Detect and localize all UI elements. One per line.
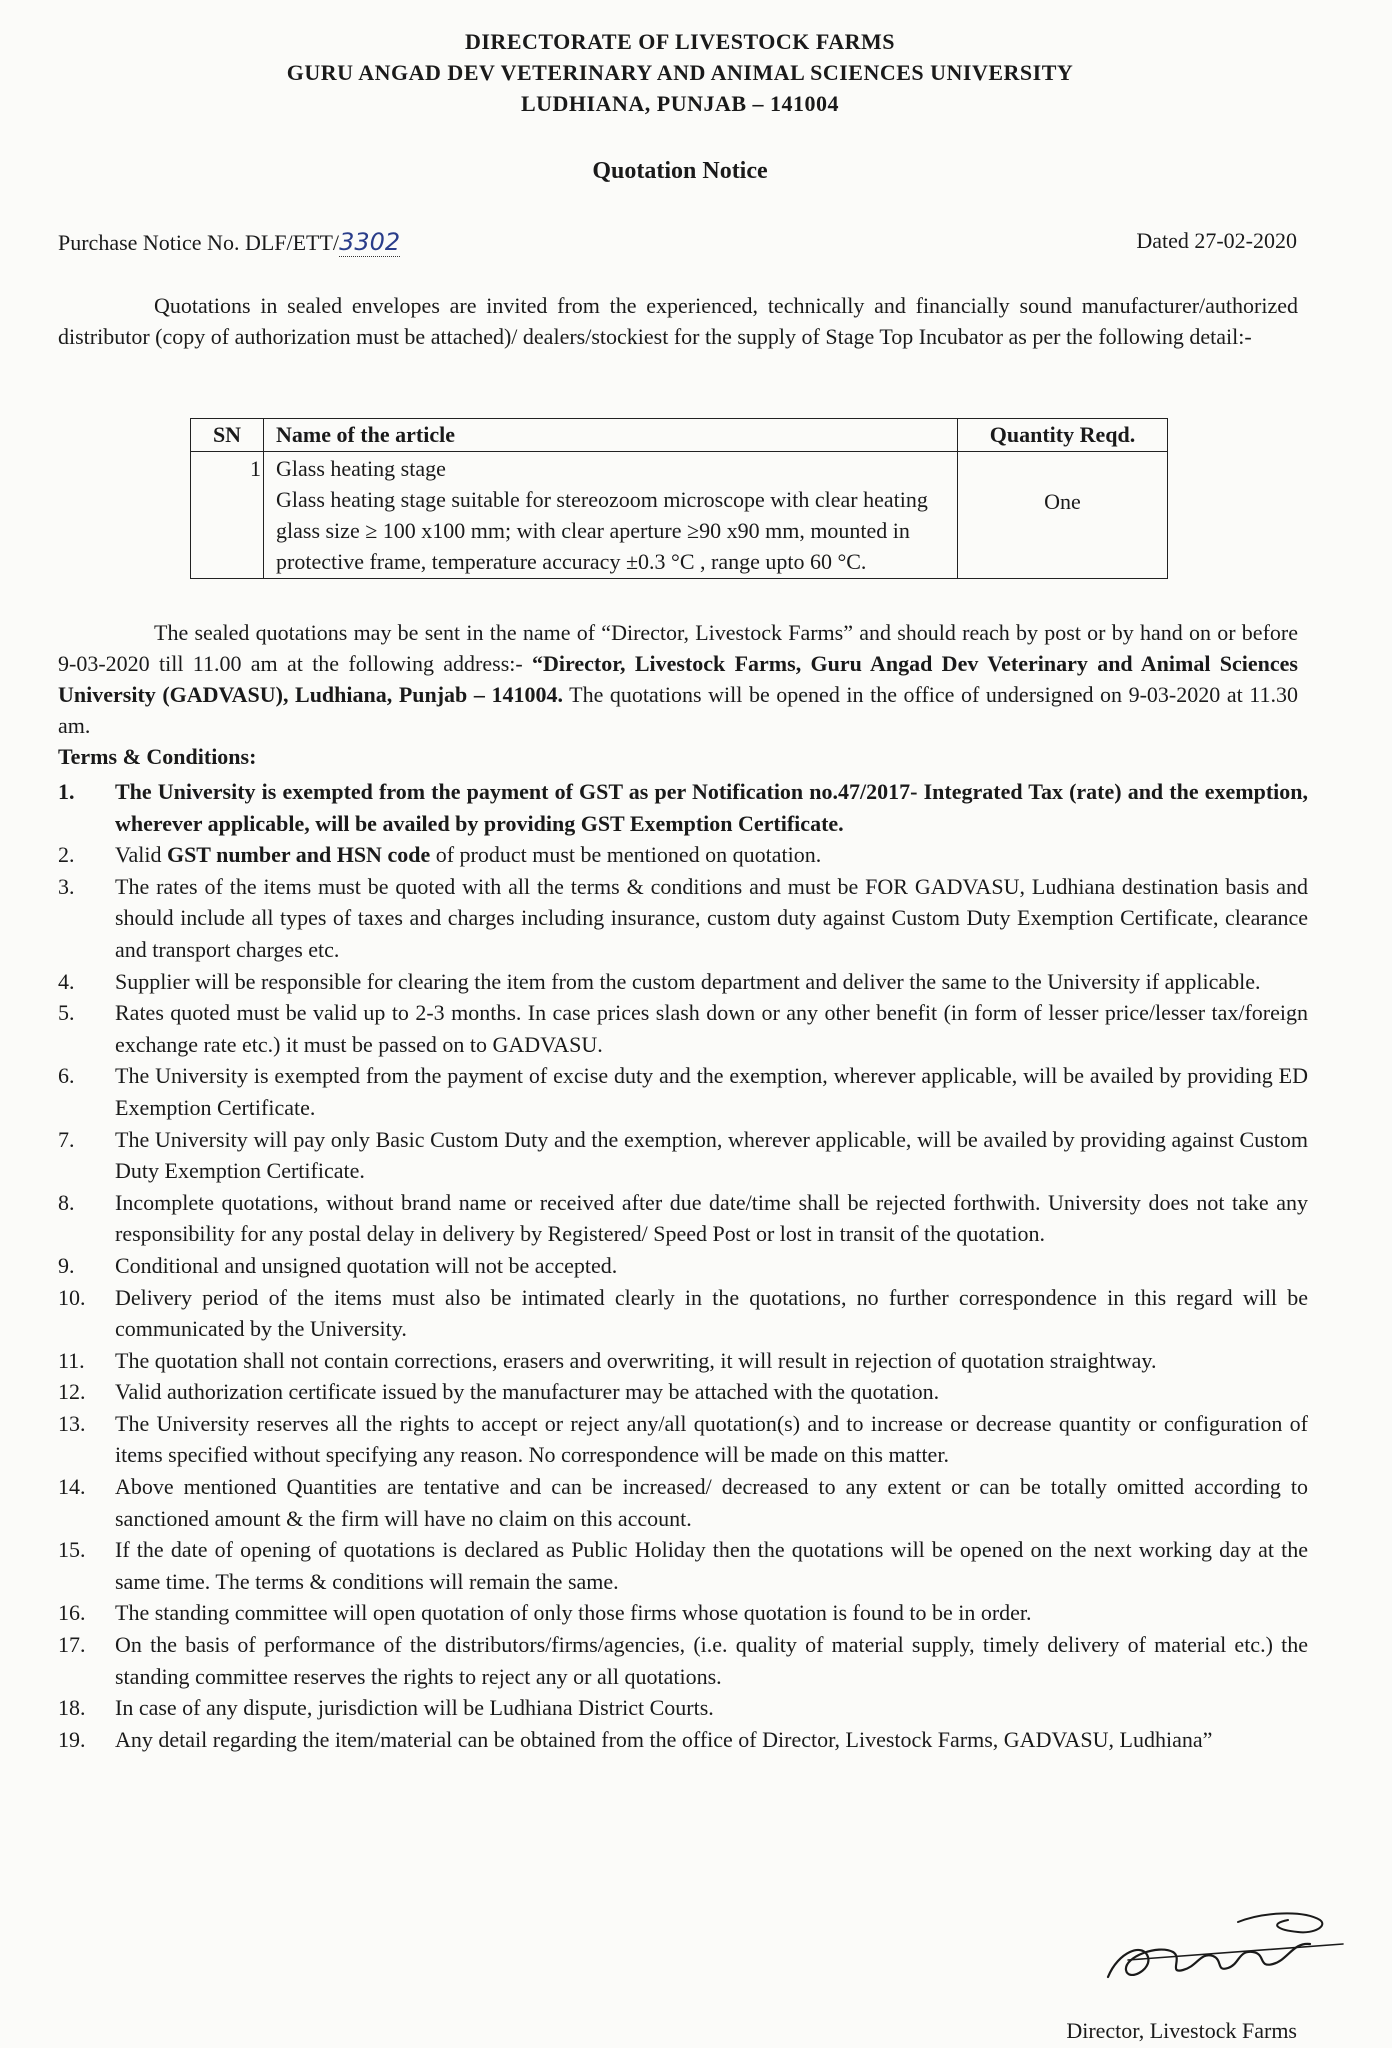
list-item — [58, 776, 1308, 839]
table-row — [191, 452, 1168, 579]
term-number: 12. — [58, 1379, 86, 1405]
term-number: 15. — [58, 1537, 86, 1563]
term-number: 10. — [58, 1284, 86, 1310]
term-number: 1. — [58, 779, 75, 804]
term-number: 17. — [58, 1632, 86, 1658]
term-text: The quotation shall not contain corrections, erasers and overwriting, it will result in rejection of quotation straightway. — [115, 1347, 1157, 1373]
terms-list — [58, 776, 1308, 1755]
term-text: On the basis of performance of the distributors/firms/agencies, (i.e. quality of material supply, timely delivery of material etc.) the standing committee reserves the rights to reject any or all quotations. — [115, 1632, 1308, 1689]
list-item — [58, 1471, 1308, 1534]
notice-number-label: Purchase Notice No. DLF/ETT/ — [58, 230, 340, 255]
list-item — [58, 839, 1308, 871]
letterhead-line-1: DIRECTORATE OF LIVESTOCK FARMS — [464, 29, 895, 54]
article-title: Glass heating stage — [276, 456, 446, 481]
term-text: The University will pay only Basic Custom Duty and the exemption, wherever applicable, will be availed by providing against Custom Duty Exemption Certificate. — [115, 1126, 1308, 1184]
notice-number-handwritten: 3302 — [339, 228, 401, 256]
signatory-title: Director, Livestock Farms — [1066, 2018, 1297, 2043]
list-item — [58, 1408, 1308, 1471]
term-number: 6. — [58, 1063, 75, 1089]
cell-sn: 1 — [191, 452, 264, 579]
letterhead-line-2: GURU ANGAD DEV VETERINARY AND ANIMAL SCIENCES UNIVERSITY — [286, 60, 1074, 85]
letterhead — [0, 26, 1360, 119]
col-header-sn: SN — [191, 419, 264, 452]
term-number: 2. — [58, 842, 75, 868]
page-title: Quotation Notice — [592, 158, 768, 184]
list-item — [58, 1376, 1308, 1408]
notice-date: Dated 27-02-2020 — [1136, 228, 1297, 253]
col-header-article: Name of the article — [264, 419, 958, 452]
list-item — [58, 1060, 1308, 1123]
items-table — [190, 418, 1168, 579]
term-text: The University is exempted from the payment of excise duty and the exemption, wherever applicable, will be availed by providing ED Exemption Certificate. — [115, 1063, 1308, 1120]
term-text-pre: Valid — [115, 842, 167, 868]
term-text: Incomplete quotations, without brand name or received after due date/time shall be rejected forthwith. University does not take any responsibility for any postal delay in delivery by Registered/ Speed Post or lost in transit of the quotation. — [115, 1189, 1308, 1247]
list-item — [58, 1692, 1308, 1724]
intro-paragraph: Quotations in sealed envelopes are invited from the experienced, technically and financially sound manufacturer/authorized distributor (copy of authorization must be attached)/ dealers/stockiest for the supply of Stage Top Incubator as per the following detail:- — [58, 293, 1298, 349]
opening-text: The quotations will be opened in the office of undersigned on 9-03-2020 at 11.30 am. — [58, 682, 1298, 738]
term-number: 8. — [58, 1189, 75, 1215]
purchase-notice-number — [58, 228, 400, 256]
term-number: 7. — [58, 1126, 75, 1152]
handwritten-signature — [1088, 1882, 1348, 2002]
submission-paragraph — [58, 617, 1298, 741]
term-text: The University reserves all the rights to accept or reject any/all quotation(s) and to increase or decrease quantity or configuration of items specified without specifying any reason. No correspondence will be made on this matter. — [115, 1410, 1308, 1468]
list-item — [58, 1250, 1308, 1282]
term-text: Supplier will be responsible for clearing the item from the custom department and deliver the same to the University if applicable. — [115, 968, 1261, 994]
article-description: Glass heating stage suitable for stereozoom microscope with clear heating glass size ≥ 100 x100 mm; with clear aperture ≥90 x90 mm, mounted in protective frame, temperature accuracy ±0.3 °C , range upto 60 °C. — [276, 487, 928, 574]
term-number: 9. — [58, 1252, 75, 1278]
list-item — [58, 1724, 1308, 1756]
submission-address: “Director, Livestock Farms, Guru Angad Dev Veterinary and Animal Sciences University (GADVASU), Ludhiana, Punjab – 141004. — [58, 651, 1298, 707]
terms-heading: Terms & Conditions: — [58, 744, 257, 769]
term-number: 18. — [58, 1695, 86, 1721]
list-item — [58, 997, 1308, 1060]
term-number: 16. — [58, 1600, 86, 1626]
term-number: 19. — [58, 1726, 86, 1752]
list-item — [58, 871, 1308, 966]
term-text: The University is exempted from the payment of GST as per Notification no.47/2017- Integrated Tax (rate) and the exemption, wherever applicable, will be availed by providing GST Exemption Certificate. — [115, 779, 1308, 836]
submission-text: The sealed quotations may be sent in the name of “Director, Livestock Farms” and should reach by post or by hand on or before 9-03-2020 till 11.00 am at the following address:- — [58, 620, 1298, 676]
list-item — [58, 966, 1308, 998]
term-text: Conditional and unsigned quotation will not be accepted. — [115, 1252, 618, 1278]
letterhead-line-3: LUDHIANA, PUNJAB – 141004 — [520, 91, 840, 116]
table-header-row — [191, 419, 1168, 452]
list-item — [58, 1345, 1308, 1377]
list-item — [58, 1124, 1308, 1187]
term-text: Any detail regarding the item/material can be obtained from the office of Director, Livestock Farms, GADVASU, Ludhiana” — [115, 1726, 1213, 1752]
cell-quantity: One — [958, 452, 1168, 579]
term-text: The standing committee will open quotation of only those firms whose quotation is found to be in order. — [115, 1600, 1032, 1626]
list-item — [58, 1187, 1308, 1250]
term-text-bold: GST number and HSN code — [166, 842, 431, 868]
term-text: If the date of opening of quotations is declared as Public Holiday then the quotations will be opened on the next working day at the same time. The terms & conditions will remain the same. — [115, 1537, 1308, 1594]
term-number: 11. — [58, 1347, 85, 1373]
term-number: 13. — [58, 1410, 86, 1436]
term-text: Delivery period of the items must also be intimated clearly in the quotations, no further correspondence in this regard will be communicated by the University. — [115, 1284, 1308, 1342]
list-item — [58, 1282, 1308, 1345]
term-number: 3. — [58, 873, 75, 899]
term-text: The rates of the items must be quoted with all the terms & conditions and must be FOR GADVASU, Ludhiana destination basis and should include all types of taxes and charges including insurance, custom duty against Custom Duty Exemption Certificate, clearance and transport charges etc. — [115, 873, 1308, 962]
list-item — [58, 1534, 1308, 1597]
term-number: 4. — [58, 968, 75, 994]
term-text: Above mentioned Quantities are tentative and can be increased/ decreased to any extent or can be totally omitted according to sanctioned amount & the firm will have no claim on this account. — [115, 1474, 1308, 1531]
term-text: Valid authorization certificate issued by the manufacturer may be attached with the quotation. — [115, 1379, 940, 1405]
term-text-post: of product must be mentioned on quotation. — [430, 842, 822, 868]
term-text: In case of any dispute, jurisdiction will be Ludhiana District Courts. — [115, 1695, 714, 1721]
term-text: Rates quoted must be valid up to 2-3 months. In case prices slash down or any other benefit (in form of lesser price/lesser tax/foreign exchange rate etc.) it must be passed on to GADVASU. — [115, 1000, 1308, 1057]
term-number: 14. — [58, 1474, 86, 1500]
cell-article — [264, 452, 958, 579]
list-item — [58, 1597, 1308, 1629]
col-header-quantity: Quantity Reqd. — [958, 419, 1168, 452]
term-number: 5. — [58, 1000, 75, 1026]
list-item — [58, 1629, 1308, 1692]
